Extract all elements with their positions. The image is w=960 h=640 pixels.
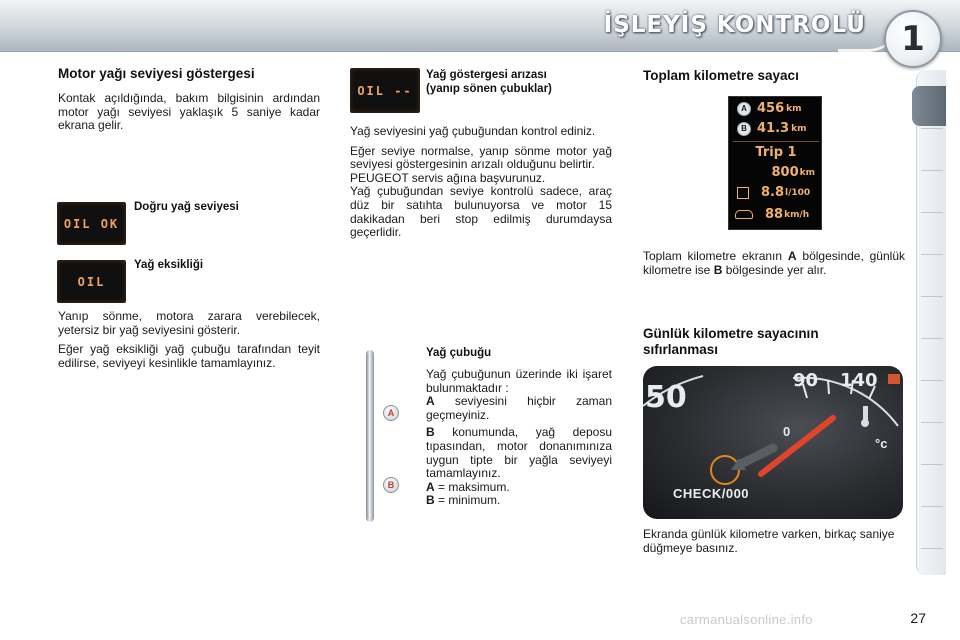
celsius-label: °c [875,436,888,451]
dipstick-b-note [426,426,612,480]
display-separator [733,141,819,142]
oil-low-display: OIL [57,260,126,303]
fault-heading-line1: Yağ göstergesi arızası [426,69,547,81]
average-speed: 88 [765,207,784,222]
odo-key-a: A [787,249,797,263]
blink-warning-text: Yanıp sönme, motora zarara verebilecek, yetersiz bir yağ seviyesini gösterir. [58,309,320,337]
dipstick-illustration [366,350,374,522]
chapter-tab-strip [916,70,946,575]
zone-b-label: B [737,122,751,136]
total-km-unit: km [786,103,802,114]
fault-heading-line2: (yanıp sönen çubuklar) [426,83,552,95]
total-km-value: 456 [757,101,785,116]
key-b: B [426,425,435,440]
source-watermark: carmanualsonline.info [680,612,813,627]
tab-divider [921,464,943,465]
low-level-heading: Yağ eksikliği [134,259,204,271]
dipstick-a-text: seviyesini hiçbir zaman geçmeyiniz. [426,394,612,422]
tab-divider [921,380,943,381]
trip-km-unit: km [791,123,807,134]
trip-distance-unit: km [799,167,815,178]
key-a: A [426,394,435,409]
odo-text-3: bölgesinde yer alır. [722,262,827,277]
tab-divider [921,254,943,255]
dipstick-a-note [426,395,612,422]
min-label: = minimum. [434,493,501,508]
oil-fault-display: OIL -- [350,68,420,113]
car-icon [735,210,753,219]
oil-level-intro: Kontak açıldığında, bakım bilgisinin ardından motor yağı seviyesi yaklaşık 5 saniye kadar ekrana gelir. [58,91,320,133]
speed-90-label: 90 [793,370,819,391]
average-speed-unit: km/h [784,209,810,220]
page-number: 27 [910,610,926,626]
speed-140-label: 140 [840,370,878,391]
odometer-description [643,250,905,277]
tab-divider [921,170,943,171]
tab-divider [921,128,943,129]
fuel-consumption: 8.8 [761,185,785,200]
page-header [0,0,960,59]
dipstick-section [426,346,612,508]
fuel-pump-icon [737,187,749,199]
trip-distance: 800 [771,165,799,180]
zone-a-label: A [737,102,751,116]
tab-divider [921,212,943,213]
flat-surface-text: Yağ çubuğundan seviye kontrolü sadece, araç düz bir satıhta bulunuyorsa ve motor 15 dakikadan beri stop edilmiş durumdaysa geçerlidir. [350,184,612,240]
reset-title-line1: Günlük kilometre sayacının [643,326,819,341]
dipstick-b-definition [426,494,612,508]
tab-divider [921,338,943,339]
speed-50-label: 50 [645,380,687,415]
dipstick-marker-a: A [383,405,399,421]
odometer-title: Toplam kilometre sayacı [643,68,799,83]
key-a-def: A [426,479,435,494]
odo-text-1: Toplam kilometre ekranın [643,249,788,263]
left-notes [58,310,320,370]
normal-level-text: Eğer seviye normalse, yanıp sönme motor yağ seviyesi göstergesinin arızalı olduğunu belirtir. [350,143,612,172]
tab-divider [921,422,943,423]
odometer-display [728,96,822,230]
trip-km-value: 41.3 [757,121,790,136]
dipstick-marker-b: B [383,477,399,493]
oil-level-indicator-title: Motor yağı seviyesi göstergesi [58,66,255,81]
max-label: = maksimum. [434,479,510,494]
tab-divider [921,296,943,297]
chapter-number-badge: 1 [884,10,942,68]
key-b-def: B [426,493,435,508]
instrument-gauge-image [643,366,903,519]
chapter-title: İŞLEYİŞ KONTROLÜ [603,12,866,38]
dipstick-heading: Yağ çubuğu [426,347,492,359]
correct-level-heading: Doğru yağ seviyesi [134,201,239,213]
zero-label: 0 [783,424,791,439]
left-column [58,66,320,133]
middle-notes [350,125,612,240]
check-reset-button-label: CHECK/000 [673,486,750,501]
fuel-consumption-unit: l/100 [785,187,811,198]
dipstick-b-text: konumunda, yağ deposu tıpasından, motor donanımınıza uygun tipte bir yağla seviyeyi tamamlayınız. [426,425,612,481]
dipstick-a-definition [426,481,612,495]
tab-divider [921,548,943,549]
topup-instruction-text: Eğer yağ eksikliği yağ çubuğu tarafından teyit edilirse, seviyeyi kesinlikle tamamlayınız. [58,342,320,370]
odo-key-b: B [713,262,723,277]
dipstick-check-text: Yağ seviyesini yağ çubuğundan kontrol ediniz. [350,124,596,138]
service-network-text: PEUGEOT servis ağına başvurunuz. [350,170,546,185]
reset-title-line2: sıfırlanması [643,342,719,357]
dipstick-intro: Yağ çubuğunun üzerinde iki işaret bulunmaktadır : [426,367,612,395]
reset-section-title [643,326,905,358]
active-chapter-tab[interactable] [912,86,946,126]
reset-instruction: Ekranda günlük kilometre varken, birkaç saniye düğmeye basınız. [643,527,895,555]
tab-divider [921,506,943,507]
oil-ok-display: OIL OK [57,202,126,245]
fault-heading [426,68,616,96]
trip-name: Trip 1 [755,145,797,160]
odo-text-2: bölgesinde, günlük kilometre ise [643,249,905,277]
